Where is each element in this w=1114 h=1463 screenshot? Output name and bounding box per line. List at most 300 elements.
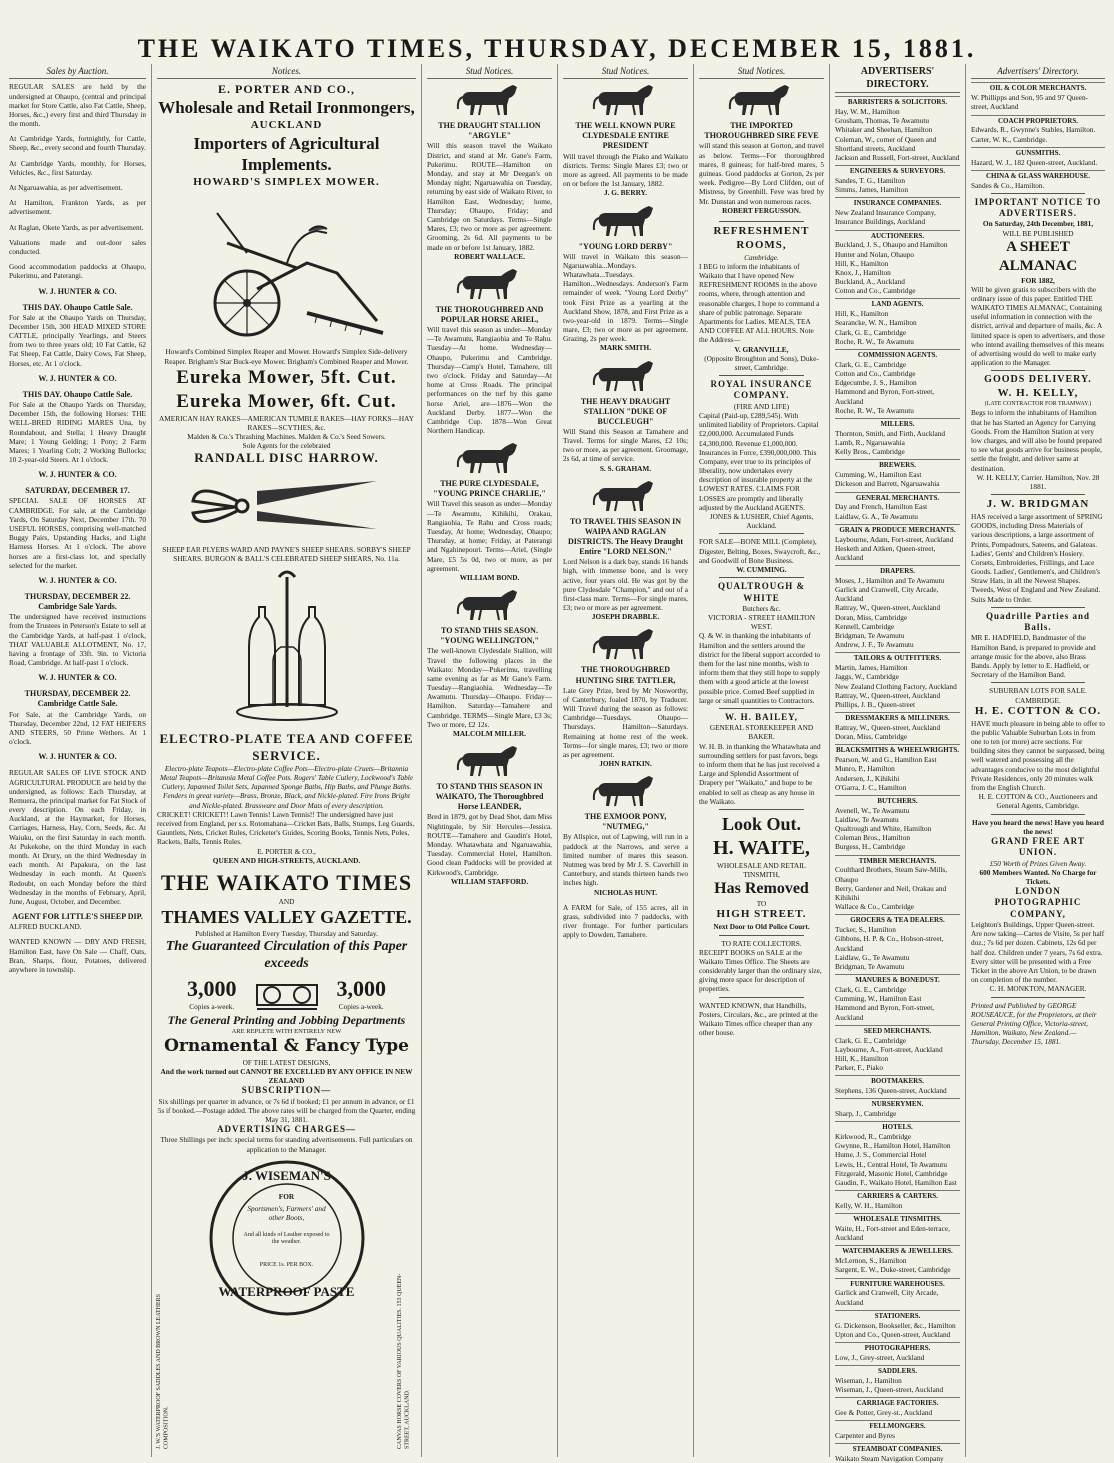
directory-section-title: CARRIAGE FACTORIES.: [835, 1397, 960, 1408]
art-union-prizes: £50 Worth of Prizes Given Away.: [989, 858, 1087, 868]
directory-entry: Carpenter and Byres: [835, 1430, 895, 1440]
notice-item: [427, 744, 552, 886]
notice-item: [563, 774, 688, 896]
directory-list: [835, 309, 960, 346]
directory-sections: [835, 96, 960, 1463]
directory-section-title: OIL & COLOR MERCHANTS.: [971, 82, 1105, 93]
directory-list: [835, 535, 960, 563]
directory-entry: Kelly Bros., Cambridge: [835, 447, 905, 457]
royal-insurance-title: ROYAL INSURANCE COMPANY.: [710, 379, 813, 401]
directory-entry: Sargent, E. W., Duke-street, Cambridge: [835, 1265, 951, 1275]
mower-illustration: [187, 193, 387, 343]
almanac-date: On Saturday, 24th December, 1881,: [982, 219, 1094, 229]
directory-entry: O'Garra, J. C., Hamilton: [835, 782, 907, 792]
royal-insurance-sub: (FIRE AND LIFE): [733, 401, 790, 411]
notice-item: [9, 183, 146, 192]
directory-entry: Coleman Bros., Hamilton: [835, 833, 910, 843]
stud-list-3: [699, 83, 824, 215]
directory-list: [835, 806, 960, 852]
bailey-title: W. H. BAILEY,: [724, 711, 799, 722]
notice-title: THE THOROUGHBRED AND POPULAR HORSE ARIEL,: [435, 304, 544, 324]
important-notice: IMPORTANT NOTICE TO ADVERTISERS.: [974, 196, 1102, 219]
column-header: Stud Notices.: [563, 66, 688, 79]
wanted-known-text: WANTED KNOWN, that Handbills, Posters, Circulars, &c., are printed at the Waikato Times office cheaper than any other house.: [699, 1000, 818, 1038]
circulation-row: [157, 973, 416, 1013]
directory-entry: Wiseman, J., Queen-street, Auckland: [835, 1384, 944, 1394]
directory-section-title: GROCERS & TEA DEALERS.: [835, 914, 960, 925]
directory-list: [971, 181, 1105, 190]
directory-entry: Cumming, W., Hamilton East: [835, 470, 922, 480]
notice-title: THURSDAY, DECEMBER 22. Cambridge Sale Yards.: [24, 592, 131, 612]
notice-title: W. J. HUNTER & CO.: [38, 673, 117, 683]
notice-item: [427, 441, 552, 582]
notice-text: Late Grey Prize, bred by Mr Nosworthy, of Canterbury, foaled 1870, by Traducer. Will Travel during the season as follows: Cambridge—Tuesdays. Ohaupo—Thursdays. Hamilton—Saturdays. Remaining at home rest of the week. Terms—for single mares, £3; two or more as per agreement.: [563, 685, 688, 759]
look-out: Look Out.: [721, 813, 802, 834]
directory-entry: Whitaker and Sheehan, Hamilton: [835, 125, 933, 135]
directory-entry: Hesketh and Aitken, Queen-street, Auckland: [835, 543, 936, 562]
stud-list-1: [427, 83, 552, 886]
directory-entry: Hay, W. M., Hamilton: [835, 107, 900, 116]
notice-text: Will Travel this season as under—Monday—Te Awamutu, Kihikihi, Orakau, Rangiaohia, Te Rahu and Cross roads; Tuesday, At home; Wednesday, Ohaupo; Thursday, at home; Friday, at Paterangi and Ngahinepouri. Terms—Ariel, (Single Mare, £5 5s 0d, two or more, as per agreement.: [427, 499, 552, 573]
directory-section-title: AUCTIONEERS.: [835, 230, 960, 241]
imprint: Printed and Published by GEORGE ROUSEAUCE, for the Proprietors, at their General Printing Office, Victoria-street, Hamilton, Waikato, New Zealand.—Thursday, December 15, 1881.: [971, 1000, 1097, 1047]
hay-rakes-line: AMERICAN HAY RAKES—AMERICAN TUMBLE RAKES—HAY FORKS—HAY RAKES—SCYTHES, &c.: [159, 413, 414, 432]
notice-item: [9, 159, 146, 177]
notice-signature: MARK SMITH.: [599, 343, 652, 353]
notice-item: [9, 303, 146, 368]
directory-entry: Laybourne, Adam, Fort-street, Auckland: [835, 534, 954, 544]
directory-list: [971, 125, 1105, 143]
notice-title: TO TRAVEL THIS SEASON IN WAIPA AND RAGLAN DISTRICTS. The Heavy Draught Entire "LORD NELSON.": [568, 516, 683, 557]
guaranteed-circulation: The Guaranteed Circulation of this Paper exceeds: [165, 938, 408, 972]
electro-plate-text: Electro-plate Teapots—Electro-plate Coffee Pots—Electro-plate Cruets—Britannia Metal Teapots—Britannia Metal Coffee Pots. Rogers' Table Cutlery, Lockwood's Table Cutlery, Japanned Toilet Sets, Japanned Sponge Baths, Hip Baths, and Plunge Baths. Fenders in great variety—Brass, Bronze, Black, and Nickle-plated. Fire Irons Bright and Nickle-plated. Brassware and Door Mats of every description.: [159, 763, 414, 810]
published-line: Published at Hamilton Every Tuesday, Thursday and Saturday.: [195, 928, 378, 938]
directory-header: ADVERTISERS' DIRECTORY.: [835, 66, 960, 93]
notice-item: [9, 752, 146, 762]
notice-item: [9, 592, 146, 667]
seal-mid: Sportsmen's, Farmers' and other Boots,: [247, 1203, 326, 1222]
directory-header-2: Advertisers' Directory.: [971, 66, 1105, 79]
directory-section-title: COACH PROPRIETORS.: [971, 115, 1105, 126]
directory-entry: Sharp, J., Cambridge: [835, 1109, 897, 1119]
sheet-almanac: A SHEET ALMANAC: [998, 238, 1078, 274]
thames-valley-gazette: THAMES VALLEY GAZETTE.: [161, 906, 412, 927]
directory-entry: Cotton and Co., Cambridge: [835, 286, 916, 296]
notice-text: Will this season travel the Waikato District, and stand at Mr. Gane's Farm, Pukerimu. ROUTE—Hamilton on Monday, and stay at Mr Deegan's on Monday night; Ngaruawahia on Tuesday, returning by east side of Waikato River, to Hamilton East, Wednesday; home, Thursday; Ohaupo, Friday; and Cambridge on Saturdays. Terms—Single Mares, £3; two or more as per agreement. Grooming, 2s 6d. All payments to be made on or before 1st January, 1882.: [427, 141, 552, 252]
directory-section-title: COMMISSION AGENTS.: [835, 349, 960, 360]
cruet-illustration: [227, 567, 347, 727]
notice-title: SATURDAY, DECEMBER 17.: [25, 486, 130, 496]
directory-entry: Kelly, W. H., Hamilton: [835, 1201, 903, 1210]
directory-entry: Bridgman, Te Awamutu: [835, 961, 905, 971]
london-text: Leighton's Buildings, Upper Queen-street. Are now taking—Cartes de Visite, 5s per half doz.; 7s 6d per dozen. Cabinets, 12s 6d per half doz. Children under 7 years, 7s 6d extra. Every sitter will be presented with a Free Ticket in the above Art Union, to be drawn on completion of the number.: [971, 920, 1105, 985]
notice-signature: WILLIAM STAFFORD.: [450, 876, 529, 886]
notice-item: [9, 374, 146, 384]
notice-signature: ROBERT WALLACE.: [454, 251, 525, 261]
notice-item: [699, 83, 824, 215]
directory-entry: Stephens, 136 Queen-street, Auckland: [835, 1086, 947, 1096]
horse-illustration: [591, 479, 661, 513]
directory-entry: Phillips, J. B., Queen-street: [835, 699, 916, 709]
directory-entry: G. Dickenson, Bookseller, &c., Hamilton: [835, 1320, 956, 1330]
directory-entry: Fitzgerald, Masonic Hotel, Cambridge: [835, 1168, 948, 1178]
randall-harrow: RANDALL DISC HARROW.: [194, 450, 379, 466]
almanac-year: FOR 1882,: [1021, 275, 1055, 285]
notice-item: [563, 903, 688, 940]
directory-list: [835, 1408, 960, 1417]
subscription-text: Six shillings per quarter in advance, or 7s 6d if booked; £1 per annum in advance, or £1 5s if booked.—Postage added. The above rates will be charged from the Quarter, ending May 31, 1881.: [157, 1096, 416, 1124]
directory-entry: Hill, K., Hamilton: [835, 258, 889, 268]
porter-city: AUCKLAND: [250, 118, 323, 131]
replete-line: ARE REPLETE WITH ENTIRELY NEW: [231, 1028, 342, 1036]
directory-entry: Munro, P., Hamilton: [835, 764, 895, 774]
qualtrough-sub: Butchers &c.: [742, 603, 781, 613]
directory-entry: Avenell, W., Te Awamutu: [835, 805, 910, 815]
circulation-right: 3,000: [336, 975, 386, 1001]
porter-product-list: Howard's Combined Simplex Reaper and Mower. Howard's Simplex Side-delivery Reaper. Brigham's Star Buck-eye Mower. Brigham's Combined Reaper and Mower.: [164, 347, 409, 366]
notice-text: SPECIAL SALE OF HORSES AT CAMBRIDGE. For sale, at the Cambridge Yards, On Saturday Next, December 17th. 70 USEFUL HORSES, comprising well-matched Buggy Pairs, Upstanding Hacks, and Light Harness Horses. At 1 o'clock. The above horses are a first-class lot, and specially selected for the market.: [9, 496, 146, 570]
column-directory-continued: [966, 64, 1110, 1457]
directory-entry: New Zealand Clothing Factory, Auckland: [835, 681, 957, 691]
horse-illustration: [591, 204, 661, 238]
notice-text: By Allspice, out of Lapwing, will run in a paddock at the Narrows, and serve a limited number of mares this season. Nutmeg was bred by Mr J. S. Caverhill in Canterbury, and stands thirteen hands two inches high.: [563, 832, 688, 888]
directory-entry: Qualtrough and White, Hamilton: [835, 824, 932, 834]
kelly-signature: W. H. KELLY, Carrier. Hamilton, Nov. 28 1881.: [976, 472, 1100, 491]
circulation-left-label: Copies a-week.: [189, 1002, 235, 1012]
heard-news: Have you heard the news! Have you heard the news!: [972, 817, 1104, 836]
circulation-left: 3,000: [187, 975, 237, 1001]
directory-section-title: HOTELS.: [835, 1121, 960, 1132]
notice-text: At Hamilton, Frankton Yards, as per advertisement.: [9, 198, 146, 217]
column-stud-notices-1: [422, 64, 558, 1457]
directory-entry: New Zealand Insurance Company, Insurance Buildings, Auckland: [835, 208, 936, 227]
bridgman-name: J. W. BRIDGMAN: [986, 498, 1090, 511]
masthead: [0, 0, 1114, 62]
notice-text: Will travel in Waikato this season—Ngaruawahia...Mondays. Whatawhata...Tuesdays. Hamilton...Wednesdays. Anderson's Farm remainder of week. "Young Lord Derby" took First Prize as a yearling at the Auckland Show, 1878, and First Prize as a two-year-old in 1879. Terms—Single mare, £3; two or more as per agreement. Grazing, 2s per week.: [563, 251, 688, 344]
directory-entry: Hammond and Byron, Fort-street, Auckland: [835, 387, 935, 406]
directory-section-title: GUNSMITHS.: [971, 147, 1105, 158]
notice-item: [563, 83, 688, 197]
wiseman-seal: [197, 1158, 377, 1318]
notice-signature: ROBERT FERGUSSON.: [722, 205, 801, 215]
notice-item: [563, 204, 688, 353]
directory-section-title: BOOTMAKERS.: [835, 1075, 960, 1086]
bailey-text: W. H. B. in thanking the Whatawhata and surrounding settlers for past favors, begs to inform them that he has just received a Large and Splendid Assortment of Drapery per "Waikato," and hope to be enabled to sell as cheap as any house in the Waikato.: [699, 741, 821, 806]
directory-entry: Rattray, W., Queen-street, Auckland: [835, 603, 941, 613]
refreshment-signature: V. GRANVILLE,: [734, 344, 789, 354]
notice-title: W. J. HUNTER & CO.: [38, 286, 117, 296]
directory-list: [835, 1086, 960, 1095]
directory-entry: Hill, K., Hamilton: [835, 309, 889, 319]
quadrille-text: MR E. HADFIELD, Bandmaster of the Hamilton Band, is prepared to provide and arrange music for the above, also Brass Bands. Apply by letter to E. Hadfield, or Secretary of the Hamilton Band.: [971, 633, 1096, 680]
directory-entry: Pearson, W. and G., Hamilton East: [835, 755, 937, 765]
notice-title: W. J. HUNTER & CO.: [38, 373, 117, 383]
circulation-right-label: Copies a-week.: [338, 1002, 384, 1012]
directory-entry: Andrew, J. F., Te Awamutu: [835, 640, 914, 650]
notice-text: For Sale, at the Cambridge Yards, on Thursday, December 22nd, 12 FAT HEIFERS AND STEERS, 50 Prime Wethers. At 1 o'clock.: [9, 709, 146, 747]
notice-item: [9, 262, 146, 280]
notice-title: W. J. HUNTER & CO.: [38, 575, 117, 585]
notice-item: [563, 627, 688, 768]
horse-illustration: [591, 359, 661, 393]
directory-entry: Lamb, R., Ngaruawahia: [835, 437, 905, 447]
directory-section-title: FURNITURE WAREHOUSES.: [835, 1278, 960, 1289]
malden-line: Malden & Co.'s Thrashing Machines. Malden & Co.'s Seed Sowers.: [187, 432, 386, 441]
directory-section-title: CARRIERS & CARTERS.: [835, 1190, 960, 1201]
directory-entry: Laybourne, A., Fort-street, Auckland: [835, 1044, 943, 1054]
directory-section-title: DRAPERS.: [835, 565, 960, 576]
horse-illustration: [727, 83, 797, 117]
notice-title: "YOUNG LORD DERBY": [578, 241, 673, 251]
directory-entry: Laidlaw, G. A., Te Awamutu: [835, 511, 918, 521]
notice-text: For Sale at the Ohaupo Yards on Thursday, December 15th, the following Horses: THE WELL-BRED RIDING MARES Una, by Roundabout, and Stella; 1 Heavy Draught Mare; 1 Young Gelding; 1 Pony; 2 Farm Mares; 1 Yearling Colt; 2 Working Bullocks; 10 2-year-old Steers. At 1 o'clock.: [9, 399, 146, 465]
directory-list: [835, 1256, 960, 1274]
directory-entry: Laidlaw, G., Te Awamutu: [835, 952, 910, 962]
directory-entry: Jaggs, W., Cambridge: [835, 672, 899, 682]
advertising-text: Three Shillings per inch: special terms for standing advertisements. Full particulars on application to the Manager.: [160, 1135, 413, 1154]
printing-press-icon: [252, 973, 322, 1013]
directory-list: [971, 93, 1105, 111]
shears-illustration: [187, 471, 387, 541]
porter-tagline: Wholesale and Retail Ironmongers,: [158, 98, 415, 118]
directory-entry: Clark, G. E., Cambridge: [835, 1035, 907, 1045]
notice-item: [9, 134, 146, 152]
directory-entry: Wallace & Co., Cambridge: [835, 902, 915, 912]
directory-section-title: STATIONERS.: [835, 1310, 960, 1321]
advertising-head: ADVERTISING CHARGES—: [217, 1124, 356, 1135]
directory-entry: Knox, J., Hamilton: [835, 267, 891, 277]
seal-side-left: J. W.'S WATERPROOF SADDLES AND BROWN LEATHERS COMPOSITION.: [156, 1294, 170, 1449]
column-sales-by-auction: [4, 64, 152, 1457]
eureka-5ft: Eureka Mower, 5ft. Cut.: [176, 366, 397, 388]
directory-entry: Cotton and Co., Cambridge: [835, 369, 916, 378]
directory-list: [835, 925, 960, 971]
directory-entry: Upton and Co., Queen-street, Auckland: [835, 1329, 951, 1339]
notice-signature: S. S. GRAHAM.: [599, 463, 652, 473]
column-header: Notices.: [157, 66, 416, 79]
directory-entry: Gwynne, R., Hamilton Hotel, Hamilton: [835, 1141, 951, 1151]
directory-entry: Hume, J. S., Commercial Hotel: [835, 1150, 927, 1160]
notice-text: At Cambridge Yards, monthly, for Horses, Vehicles, &c., first Saturday.: [9, 158, 146, 177]
directory-sections-2: [971, 82, 1105, 189]
electro-plate-title: ELECTRO-PLATE TEA AND COFFEE SERVICE.: [159, 731, 414, 763]
waite-name: H. WAITE,: [713, 836, 810, 859]
column-stud-notices-3: [694, 64, 830, 1457]
directory-entry: Carter, W. K., Cambridge.: [971, 134, 1048, 144]
directory-section-title: GENERAL MERCHANTS.: [835, 492, 960, 503]
latest-designs: OF THE LATEST DESIGNS,: [242, 1057, 331, 1067]
seal-top-text: J. WISEMAN'S: [242, 1167, 331, 1183]
waite-sub: WHOLESALE AND RETAIL TINSMITH,: [717, 860, 806, 879]
column-directory: [830, 64, 966, 1463]
sole-agents-line: Sole Agents for the celebrated: [242, 441, 331, 451]
directory-list: [835, 1224, 960, 1242]
waite-to: TO: [756, 899, 767, 909]
subscription-head: SUBSCRIPTION—: [241, 1085, 332, 1096]
directory-entry: Gibbons, H. P. & Co., Hobson-street, Auckland: [835, 934, 944, 953]
directory-entry: McLernon, S., Hamilton: [835, 1256, 907, 1266]
directory-entry: Edwards, R., Gwynne's Stables, Hamilton.: [971, 125, 1096, 135]
seal-price: PRICE 1s. PER BOX.: [259, 1261, 314, 1268]
notice-title: THE IMPORTED THOROUGHBRED SIRE FEVE: [704, 121, 819, 141]
directory-entry: Berry, Gardener and Neil, Orakau and Kihikihi: [835, 883, 947, 902]
and-word: AND: [278, 896, 295, 906]
directory-list: [835, 240, 960, 295]
cotton-signature: H. E. COTTON & CO., Auctioneers and General Agents, Cambridge.: [978, 792, 1098, 811]
newspaper-title: THE WAIKATO TIMES, THURSDAY, DECEMBER 15, 1881.: [137, 34, 977, 63]
directory-entry: Waikato Steam Navigation Company: [835, 1453, 944, 1463]
notice-text: Will travel through the Piako and Waikato districts. Terms: Single Mares £3; two or more as agreed. All payments to be made on or before the 1st January, 1882.: [563, 151, 688, 189]
directory-list: [835, 1353, 960, 1362]
directory-entry: Coulthard Brothers, Steam Saw-Mills, Ohaupo: [835, 865, 948, 884]
directory-entry: Bridgman, Te Awamutu: [835, 631, 905, 640]
directory-entry: Thornton, Smith, and Firth, Auckland: [835, 428, 946, 438]
notice-item: [563, 359, 688, 473]
directory-entry: Edgecumbe, J. S., Hamilton: [835, 378, 917, 388]
directory-list: [835, 360, 960, 415]
directory-entry: Cumming, W., Hamilton East: [835, 994, 922, 1004]
notice-item: [9, 82, 146, 128]
directory-entry: Hill, K., Hamilton: [835, 1053, 889, 1063]
waite-removed: Has Removed: [714, 880, 809, 898]
notice-item: [563, 479, 688, 622]
royal-insurance-text: Capital (Paid-up, £289,545). With unlimited liability of Proprietors. Capital £2,000,000. Accumulated Funds £4,300,000. Revenue £1,000,000. Insurances in Force, £390,000,000. This Company, ever true to its principles of liberality, now undertakes every description of insurable property at the LOWEST RATES. CLAIMS FOR LOSSES are promptly and liberally adjusted by the Auckland AGENTS.: [699, 410, 819, 512]
directory-entry: Roche, R. W., Te Awamutu: [835, 336, 914, 346]
porter-address: QUEEN AND HIGH-STREETS, AUCKLAND.: [212, 855, 361, 865]
directory-entry: Kirkwood, R., Cambridge: [835, 1132, 912, 1142]
bone-mill-signature: W. CUMMING.: [736, 564, 787, 574]
shears-line: SHEEP EAR PLYERS WARD AND PAYNE'S SHEEP SHEARS. SORBY'S SHEEP SHEARS. BURGON & BALL'S CELEBRATED SHEEP SHEARS, No. 11a.: [162, 544, 411, 563]
directory-list: [835, 1454, 960, 1463]
directory-list: [835, 723, 960, 741]
directory-entry: Rattray, W., Queen-street, Auckland: [835, 722, 941, 732]
directory-section-title: BUTCHERS.: [835, 795, 960, 806]
directory-section-title: BLACKSMITHS & WHEELWRIGHTS.: [835, 746, 960, 755]
directory-entry: Buckland, A., Auckland: [835, 277, 905, 287]
directory-entry: Burgess, H., Cambridge: [835, 842, 906, 852]
directory-list: [971, 158, 1105, 167]
notice-item: [9, 912, 146, 931]
notice-signature: WILLIAM BOND.: [459, 572, 520, 582]
directory-section-title: GRAIN & PRODUCE MERCHANTS.: [835, 524, 960, 535]
notice-title: THE PURE CLYDESDALE, "YOUNG PRINCE CHARLIE,": [433, 479, 546, 499]
waite-next-door: Next Door to Old Police Court.: [713, 922, 810, 932]
quadrille-title: Quadrille Parties and Balls.: [986, 610, 1090, 633]
notice-item: [427, 588, 552, 738]
notice-title: THE EXMOOR PONY, "NUTMEG,": [584, 812, 667, 832]
notice-text: At Raglan, Okete Yards, as per advertisement.: [9, 222, 144, 232]
notice-text: Good accommodation paddocks at Ohaupo, Pukerimu, and Paterangi.: [9, 262, 146, 281]
directory-entry: Kennell, Cambridge: [835, 621, 895, 631]
notice-text: At Ngaruawahia, as per advertisement.: [9, 183, 123, 193]
horse-illustration: [591, 83, 661, 117]
directory-list: [835, 1201, 960, 1210]
notice-text: WANTED KNOWN — DRY AND FRESH, Hamilton East, have On Sale — Chaff, Oats, Bran, Sharps, flour, Potatoes, delivered anywhere in township.: [9, 937, 146, 974]
directory-entry: Laidlaw, Te Awamutu: [835, 814, 899, 824]
refreshment-city: Cambridge.: [744, 252, 779, 262]
notice-text: Lord Nelson is a dark bay, stands 16 hands high, with immense bone, and is very active, four years old. He was got by the pure Clydesdale "Champion," and out of a first-class mare. Terms—For single mares, £3; two or more as per agreement.: [563, 557, 688, 613]
notice-title: AGENT FOR LITTLE'S SHEEP DIP.: [12, 912, 143, 922]
ornamental-type: Ornamental & Fancy Type: [164, 1036, 409, 1057]
notice-item: [9, 576, 146, 586]
kelly-name: W. H. KELLY,: [997, 386, 1079, 399]
horse-illustration: [455, 267, 525, 301]
bone-mill-sale: FOR SALE—BONE MILL (Complete), Digester, Belting, Boxes, Swaycroft, &c., and Goodwill of Bone Business.: [699, 537, 821, 565]
horse-illustration: [455, 588, 525, 622]
directory-section-title: CHINA & GLASS WAREHOUSE.: [971, 170, 1105, 181]
column-header: Stud Notices.: [699, 66, 824, 79]
directory-entry: Gaudin, F., Waikato Hotel, Hamilton East: [835, 1178, 957, 1187]
directory-list: [835, 1109, 960, 1118]
directory-entry: Clark, G. E., Cambridge: [835, 359, 907, 369]
directory-section-title: NURSERYMEN.: [835, 1098, 960, 1109]
notice-text: The well-known Clydesdale Stallion, will Travel the following places in the Waikato: Monday—Pukerimu, travelling same evening as far as Mr Gane's Farm. Tuesday—Rangiaohia. Wednesday—Te Awamutu. Thursday—Ohaupo. Friday—Hamilton. Saturday—Tamahere and Cambridge. TERMS—Single Mare, £3 3s; Two or more, £2 12s.: [427, 646, 552, 729]
directory-entry: Waite, H., Fort-street and Eden-terrace, Auckland: [835, 1224, 950, 1243]
directory-entry: Hammond and Byron, Fort-street, Auckland: [835, 1003, 935, 1022]
directory-entry: Clark, G. E., Cambridge: [835, 327, 907, 337]
directory-section-title: SADDLERS.: [835, 1365, 960, 1376]
directory-list: [835, 1036, 960, 1073]
kelly-sub: (LATE CONTRACTOR FOR TRAMWAY.): [984, 400, 1092, 407]
porter-name: E. PORTER AND CO.,: [218, 82, 355, 97]
directory-section-title: INSURANCE COMPANIES.: [835, 197, 960, 208]
directory-entry: Wiseman, J., Hamilton: [835, 1375, 902, 1385]
notice-item: [9, 689, 146, 746]
directory-list: [835, 429, 960, 457]
notice-signature: J. G. BERRY.: [603, 188, 648, 198]
directory-list: [835, 755, 960, 792]
directory-section-title: PHOTOGRAPHERS.: [835, 1342, 960, 1353]
directory-entry: W. Phillipps and Son, 95 and 97 Queen-street, Auckland: [971, 93, 1089, 112]
directory-section-title: WATCHMAKERS & JEWELLERS.: [835, 1245, 960, 1256]
notice-item: [9, 198, 146, 216]
column-notices: [152, 64, 422, 1457]
directory-section-title: MILLERS.: [835, 418, 960, 429]
general-printing: The General Printing and Jobbing Departments: [167, 1012, 406, 1027]
directory-entry: Roche, R. W., Te Awamutu: [835, 405, 914, 415]
directory-entry: Garlick and Cranwell, City Arcade, Auckland: [835, 585, 939, 604]
notice-text: The undersigned have received instructions from the Trustees in Peterson's Estate to sell at the Cambridge Yards, at half-past 1 o'clock, THAT VALUABLE ALLOTMENT, No. 17, having a frontage of 33ft. 9in. to Victoria Road, Cambridge. At half-past 1 o'clock.: [9, 612, 146, 668]
directory-entry: Tucker, S., Hamilton: [835, 925, 896, 935]
directory-entry: Dickeson and Barrett, Ngaruawahia: [835, 479, 940, 489]
directory-list: [835, 985, 960, 1022]
directory-entry: Grosham, Thomas, Te Awamutu: [835, 116, 930, 126]
seal-side-right: CANVAS HORSE COVERS OF VARIOUS QUALITIES. 153 QUEEN-STREET, AUCKLAND.: [397, 1273, 411, 1449]
directory-section-title: TAILORS & OUTFITTERS.: [835, 652, 960, 663]
notice-title: THURSDAY, DECEMBER 22. Cambridge Cattle Sale.: [24, 689, 131, 709]
horse-illustration: [591, 627, 661, 661]
notice-text: Bred in 1879, got by Dead Shot, dam Miss Nightingale, by Sir Hercules—Jessica. ROUTE—Tamahere and Gaudin's Hotel, Monday. Whatawhata and Ngaruawahia, Tuesday. Commercial Hotel, Hamilton. Good clean Paddocks will be provided at Kirkwood's, Cambridge.: [427, 812, 552, 877]
directory-section-title: SEED MERCHANTS.: [835, 1025, 960, 1036]
work-line: And the work turned out CANNOT BE EXCELLED BY ANY OFFICE IN NEW ZEALAND: [160, 1066, 413, 1086]
directory-section-title: BARRISTERS & SOLICITORS.: [835, 96, 960, 107]
refreshment-title: REFRESHMENT ROOMS,: [713, 224, 810, 251]
waikato-times-title: THE WAIKATO TIMES: [160, 869, 413, 895]
directory-entry: Sandes & Co., Hamilton.: [971, 180, 1045, 190]
directory-list: [835, 208, 960, 226]
directory-list: [835, 1431, 960, 1440]
qualtrough-text: Q. & W. in thanking the inhabitants of Hamilton and the settlers around the district for the liberal support accorded to them for the last nine months, wish to inform them that they still hope to supply them with a good article at the lowest possible price. Corned Beef supplied in large or small quantities to Contractors.: [699, 631, 821, 705]
directory-entry: Andersen, J., Kihikihi: [835, 773, 900, 783]
cotton-name: H. E. COTTON & CO.: [974, 704, 1102, 717]
directory-list: [835, 1321, 960, 1339]
directory-section-title: MANURES & BONEDUST.: [835, 974, 960, 985]
directory-entry: Hunter and Nolan, Ohaupo: [835, 249, 915, 259]
notice-item: [9, 673, 146, 683]
directory-list: [835, 176, 960, 194]
notice-text: For Sale at the Ohaupo Yards on Thursday, December 15th, 300 HEAD MIXED STORE CATTLE, principally Yearlings, and Steers from two to three years old; 10 Fat Cattle, 62 Fat Sheep, Fat Cattle, Dairy Cows, Fat Sheep, Horses, etc. At 1 o'clock.: [9, 312, 146, 368]
auction-list: [9, 82, 146, 974]
